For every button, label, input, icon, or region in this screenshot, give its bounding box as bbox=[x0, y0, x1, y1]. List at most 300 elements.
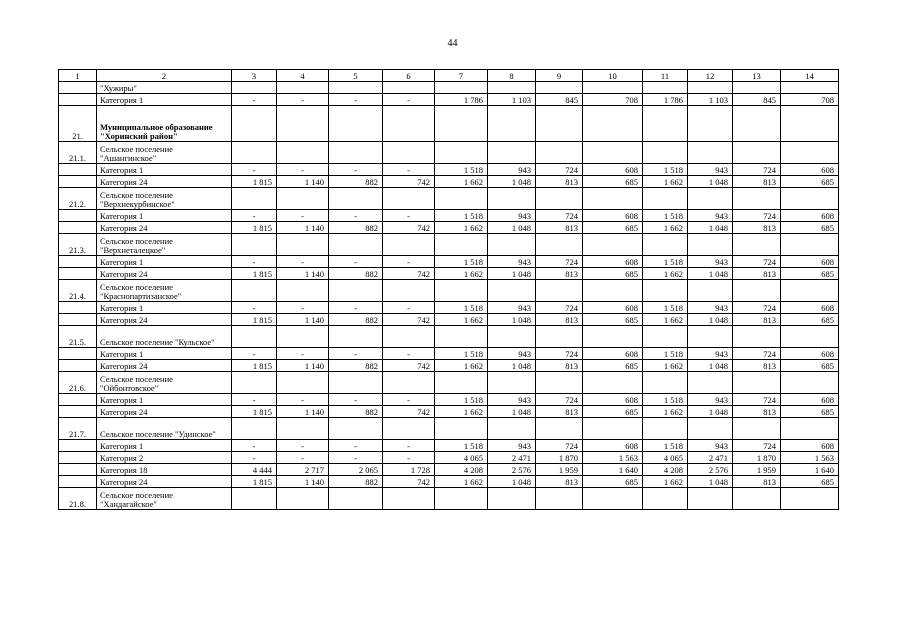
value-cell: 943 bbox=[688, 394, 733, 406]
value-cell: 882 bbox=[329, 360, 383, 372]
value-cell: 813 bbox=[536, 222, 583, 234]
value-cell: 2 576 bbox=[488, 464, 536, 476]
value-cell bbox=[383, 418, 435, 440]
table-row bbox=[59, 488, 839, 510]
value-cell bbox=[383, 106, 435, 142]
value-cell bbox=[583, 372, 643, 394]
value-cell bbox=[383, 82, 435, 94]
column-header: 1 bbox=[59, 70, 97, 82]
value-cell: 1 518 bbox=[435, 164, 488, 176]
row-number bbox=[59, 440, 97, 452]
value-cell: 724 bbox=[733, 348, 781, 360]
value-cell bbox=[435, 82, 488, 94]
value-cell: 1 103 bbox=[688, 94, 733, 106]
value-cell: 685 bbox=[781, 268, 839, 280]
row-number bbox=[59, 268, 97, 280]
value-cell bbox=[232, 188, 277, 210]
value-cell: 1 103 bbox=[488, 94, 536, 106]
table-row bbox=[59, 372, 839, 394]
value-cell bbox=[329, 418, 383, 440]
value-cell bbox=[277, 372, 329, 394]
value-cell: 1 048 bbox=[688, 268, 733, 280]
table-row bbox=[59, 452, 839, 464]
value-cell bbox=[383, 488, 435, 510]
value-cell bbox=[781, 142, 839, 164]
value-cell: - bbox=[329, 256, 383, 268]
row-number bbox=[59, 394, 97, 406]
value-cell: 608 bbox=[583, 302, 643, 314]
value-cell bbox=[781, 372, 839, 394]
row-number bbox=[59, 452, 97, 464]
row-label: Категория 18 bbox=[97, 464, 232, 476]
table-row bbox=[59, 176, 839, 188]
table-row bbox=[59, 394, 839, 406]
value-cell bbox=[435, 280, 488, 302]
value-cell bbox=[536, 234, 583, 256]
row-number: 21.1. bbox=[59, 142, 97, 164]
value-cell: 1 048 bbox=[688, 360, 733, 372]
value-cell: - bbox=[277, 348, 329, 360]
value-cell: 2 065 bbox=[329, 464, 383, 476]
value-cell: 708 bbox=[781, 94, 839, 106]
value-cell bbox=[733, 82, 781, 94]
value-cell bbox=[536, 326, 583, 348]
value-cell: 813 bbox=[733, 314, 781, 326]
value-cell bbox=[536, 106, 583, 142]
row-label: Категория 1 bbox=[97, 348, 232, 360]
value-cell bbox=[277, 82, 329, 94]
page-number: 44 bbox=[447, 38, 458, 49]
value-cell bbox=[488, 372, 536, 394]
value-cell bbox=[733, 326, 781, 348]
row-number bbox=[59, 176, 97, 188]
row-number: 21. bbox=[59, 106, 97, 142]
value-cell bbox=[383, 234, 435, 256]
value-cell: 1 815 bbox=[232, 176, 277, 188]
column-header: 6 bbox=[383, 70, 435, 82]
value-cell: 724 bbox=[536, 256, 583, 268]
value-cell bbox=[383, 326, 435, 348]
row-label: Сельское поселение "Кульское" bbox=[97, 326, 232, 348]
value-cell bbox=[277, 106, 329, 142]
value-cell: 1 048 bbox=[688, 406, 733, 418]
value-cell: 1 140 bbox=[277, 314, 329, 326]
value-cell: 2 471 bbox=[688, 452, 733, 464]
value-cell: 1 140 bbox=[277, 268, 329, 280]
value-cell bbox=[781, 234, 839, 256]
value-cell: 813 bbox=[733, 268, 781, 280]
value-cell: 4 065 bbox=[643, 452, 688, 464]
value-cell bbox=[435, 488, 488, 510]
value-cell bbox=[643, 82, 688, 94]
value-cell bbox=[583, 188, 643, 210]
value-cell bbox=[232, 106, 277, 142]
value-cell: - bbox=[232, 394, 277, 406]
value-cell: 685 bbox=[583, 476, 643, 488]
value-cell: 608 bbox=[781, 302, 839, 314]
table-row bbox=[59, 164, 839, 176]
value-cell bbox=[435, 188, 488, 210]
row-label: Категория 1 bbox=[97, 210, 232, 222]
value-cell: 742 bbox=[383, 406, 435, 418]
value-cell bbox=[329, 326, 383, 348]
value-cell bbox=[688, 142, 733, 164]
value-cell bbox=[488, 142, 536, 164]
value-cell: 1 662 bbox=[435, 268, 488, 280]
value-cell: 882 bbox=[329, 222, 383, 234]
value-cell: 1 518 bbox=[435, 440, 488, 452]
value-cell: 742 bbox=[383, 176, 435, 188]
value-cell: 1 662 bbox=[643, 176, 688, 188]
value-cell bbox=[329, 488, 383, 510]
row-number bbox=[59, 464, 97, 476]
value-cell bbox=[583, 234, 643, 256]
value-cell bbox=[232, 234, 277, 256]
value-cell: - bbox=[383, 302, 435, 314]
value-cell: 845 bbox=[733, 94, 781, 106]
value-cell: 1 048 bbox=[688, 314, 733, 326]
table-row bbox=[59, 210, 839, 222]
value-cell bbox=[488, 280, 536, 302]
column-header: 10 bbox=[583, 70, 643, 82]
column-header: 4 bbox=[277, 70, 329, 82]
value-cell: 1 815 bbox=[232, 360, 277, 372]
column-header: 5 bbox=[329, 70, 383, 82]
value-cell: 1 959 bbox=[733, 464, 781, 476]
table-row bbox=[59, 142, 839, 164]
column-header: 7 bbox=[435, 70, 488, 82]
value-cell: 685 bbox=[583, 360, 643, 372]
value-cell bbox=[488, 488, 536, 510]
value-cell: 1 662 bbox=[435, 360, 488, 372]
value-cell: - bbox=[383, 452, 435, 464]
row-number bbox=[59, 476, 97, 488]
value-cell bbox=[277, 326, 329, 348]
value-cell: 608 bbox=[781, 440, 839, 452]
value-cell: 685 bbox=[781, 222, 839, 234]
value-cell: 943 bbox=[488, 256, 536, 268]
row-label: Сельское поселение "Верхнеталецкое" bbox=[97, 234, 232, 256]
column-header: 8 bbox=[488, 70, 536, 82]
value-cell: 1 518 bbox=[435, 256, 488, 268]
value-cell: 685 bbox=[583, 222, 643, 234]
table-row bbox=[59, 476, 839, 488]
value-cell: 608 bbox=[781, 394, 839, 406]
row-number bbox=[59, 210, 97, 222]
value-cell: 685 bbox=[781, 314, 839, 326]
value-cell: 1 563 bbox=[583, 452, 643, 464]
value-cell: 943 bbox=[688, 210, 733, 222]
value-cell bbox=[688, 372, 733, 394]
value-cell bbox=[488, 326, 536, 348]
value-cell bbox=[583, 280, 643, 302]
value-cell: - bbox=[232, 256, 277, 268]
value-cell bbox=[435, 106, 488, 142]
value-cell bbox=[536, 142, 583, 164]
value-cell: 1 518 bbox=[435, 210, 488, 222]
table-row bbox=[59, 82, 839, 94]
value-cell bbox=[781, 280, 839, 302]
row-label: Категория 24 bbox=[97, 314, 232, 326]
value-cell bbox=[536, 280, 583, 302]
value-cell bbox=[488, 106, 536, 142]
value-cell: 943 bbox=[488, 210, 536, 222]
value-cell: 813 bbox=[536, 406, 583, 418]
value-cell: 943 bbox=[688, 164, 733, 176]
value-cell bbox=[688, 326, 733, 348]
value-cell: 4 444 bbox=[232, 464, 277, 476]
value-cell: 1 662 bbox=[435, 176, 488, 188]
column-header: 11 bbox=[643, 70, 688, 82]
row-number bbox=[59, 222, 97, 234]
value-cell bbox=[329, 372, 383, 394]
value-cell bbox=[583, 418, 643, 440]
table-row bbox=[59, 234, 839, 256]
value-cell: 724 bbox=[733, 394, 781, 406]
value-cell bbox=[488, 418, 536, 440]
value-cell bbox=[435, 234, 488, 256]
value-cell bbox=[277, 234, 329, 256]
value-cell: 724 bbox=[536, 164, 583, 176]
value-cell: 813 bbox=[536, 268, 583, 280]
value-cell bbox=[383, 280, 435, 302]
value-cell: 742 bbox=[383, 476, 435, 488]
value-cell bbox=[781, 82, 839, 94]
value-cell: 724 bbox=[536, 394, 583, 406]
row-label: Сельское поселение "Ашангинское" bbox=[97, 142, 232, 164]
value-cell bbox=[277, 488, 329, 510]
value-cell bbox=[329, 142, 383, 164]
column-header: 13 bbox=[733, 70, 781, 82]
value-cell bbox=[383, 142, 435, 164]
row-number: 21.7. bbox=[59, 418, 97, 440]
row-number: 21.6. bbox=[59, 372, 97, 394]
value-cell: 1 662 bbox=[643, 360, 688, 372]
value-cell bbox=[488, 82, 536, 94]
value-cell: 724 bbox=[733, 164, 781, 176]
value-cell: - bbox=[277, 210, 329, 222]
value-cell: 608 bbox=[583, 440, 643, 452]
value-cell: 943 bbox=[488, 348, 536, 360]
value-cell: 813 bbox=[536, 476, 583, 488]
value-cell: 813 bbox=[536, 176, 583, 188]
table-row bbox=[59, 440, 839, 452]
value-cell: - bbox=[277, 394, 329, 406]
value-cell: 943 bbox=[488, 164, 536, 176]
value-cell bbox=[583, 106, 643, 142]
value-cell: 1 518 bbox=[643, 440, 688, 452]
value-cell: 1 815 bbox=[232, 222, 277, 234]
value-cell: 724 bbox=[733, 210, 781, 222]
table-row bbox=[59, 94, 839, 106]
value-cell: 943 bbox=[688, 256, 733, 268]
value-cell: 1 518 bbox=[643, 210, 688, 222]
value-cell: 724 bbox=[733, 302, 781, 314]
value-cell bbox=[488, 188, 536, 210]
row-label: Сельское поселение "Ойбонтовское" bbox=[97, 372, 232, 394]
value-cell bbox=[781, 326, 839, 348]
value-cell bbox=[583, 326, 643, 348]
value-cell bbox=[232, 142, 277, 164]
value-cell bbox=[643, 280, 688, 302]
value-cell: 4 065 bbox=[435, 452, 488, 464]
table-row bbox=[59, 302, 839, 314]
value-cell: 685 bbox=[781, 406, 839, 418]
value-cell: 1 786 bbox=[643, 94, 688, 106]
value-cell: - bbox=[232, 452, 277, 464]
column-header: 9 bbox=[536, 70, 583, 82]
value-cell bbox=[733, 280, 781, 302]
value-cell: - bbox=[383, 164, 435, 176]
value-cell: 685 bbox=[583, 314, 643, 326]
value-cell bbox=[277, 280, 329, 302]
value-cell: 1 518 bbox=[435, 348, 488, 360]
row-number bbox=[59, 314, 97, 326]
value-cell: 1 662 bbox=[643, 268, 688, 280]
value-cell bbox=[488, 234, 536, 256]
value-cell: 742 bbox=[383, 314, 435, 326]
value-cell: 1 815 bbox=[232, 268, 277, 280]
table-row bbox=[59, 348, 839, 360]
value-cell bbox=[232, 82, 277, 94]
value-cell bbox=[536, 188, 583, 210]
value-cell: 742 bbox=[383, 360, 435, 372]
value-cell: 724 bbox=[536, 302, 583, 314]
value-cell: 608 bbox=[583, 394, 643, 406]
value-cell bbox=[781, 488, 839, 510]
value-cell: 943 bbox=[688, 302, 733, 314]
table-row bbox=[59, 314, 839, 326]
value-cell bbox=[232, 418, 277, 440]
value-cell: 882 bbox=[329, 268, 383, 280]
value-cell: 943 bbox=[488, 440, 536, 452]
value-cell: 2 717 bbox=[277, 464, 329, 476]
value-cell: 1 048 bbox=[488, 406, 536, 418]
value-cell: 4 208 bbox=[643, 464, 688, 476]
value-cell: 1 563 bbox=[781, 452, 839, 464]
value-cell: 724 bbox=[536, 348, 583, 360]
value-cell: - bbox=[329, 394, 383, 406]
value-cell: - bbox=[232, 348, 277, 360]
value-cell bbox=[583, 142, 643, 164]
value-cell: 1 662 bbox=[435, 222, 488, 234]
value-cell bbox=[435, 372, 488, 394]
row-label: Категория 24 bbox=[97, 360, 232, 372]
value-cell: 724 bbox=[536, 210, 583, 222]
value-cell bbox=[643, 372, 688, 394]
value-cell: - bbox=[277, 440, 329, 452]
value-cell: 1 048 bbox=[488, 360, 536, 372]
value-cell: 1 662 bbox=[435, 314, 488, 326]
row-number: 21.3. bbox=[59, 234, 97, 256]
value-cell: - bbox=[277, 302, 329, 314]
value-cell bbox=[733, 372, 781, 394]
value-cell bbox=[435, 142, 488, 164]
value-cell: - bbox=[383, 440, 435, 452]
value-cell: 724 bbox=[733, 440, 781, 452]
value-cell: 1 662 bbox=[643, 222, 688, 234]
value-cell: 685 bbox=[583, 176, 643, 188]
value-cell bbox=[643, 106, 688, 142]
table-row bbox=[59, 418, 839, 440]
value-cell bbox=[383, 188, 435, 210]
value-cell bbox=[688, 188, 733, 210]
value-cell: 845 bbox=[536, 94, 583, 106]
value-cell: - bbox=[232, 210, 277, 222]
value-cell: - bbox=[383, 94, 435, 106]
value-cell: 1 048 bbox=[688, 222, 733, 234]
value-cell: 1 518 bbox=[643, 302, 688, 314]
value-cell bbox=[688, 418, 733, 440]
value-cell: 1 518 bbox=[435, 302, 488, 314]
value-cell bbox=[329, 82, 383, 94]
value-cell: 1 870 bbox=[536, 452, 583, 464]
value-cell: - bbox=[329, 440, 383, 452]
value-cell: 813 bbox=[733, 406, 781, 418]
value-cell: 608 bbox=[583, 256, 643, 268]
row-label: Категория 1 bbox=[97, 94, 232, 106]
column-header: 12 bbox=[688, 70, 733, 82]
value-cell bbox=[329, 106, 383, 142]
value-cell: 685 bbox=[583, 268, 643, 280]
value-cell: 882 bbox=[329, 476, 383, 488]
value-cell: 1 140 bbox=[277, 406, 329, 418]
value-cell bbox=[643, 488, 688, 510]
value-cell bbox=[277, 418, 329, 440]
row-number bbox=[59, 406, 97, 418]
value-cell bbox=[781, 106, 839, 142]
value-cell: 1 640 bbox=[583, 464, 643, 476]
value-cell bbox=[277, 188, 329, 210]
value-cell: 1 870 bbox=[733, 452, 781, 464]
value-cell: 724 bbox=[536, 440, 583, 452]
value-cell: 1 662 bbox=[435, 406, 488, 418]
row-number bbox=[59, 256, 97, 268]
value-cell: 1 140 bbox=[277, 360, 329, 372]
value-cell bbox=[643, 418, 688, 440]
value-cell: 1 786 bbox=[435, 94, 488, 106]
value-cell: 608 bbox=[781, 210, 839, 222]
row-number: 21.4. bbox=[59, 280, 97, 302]
value-cell: - bbox=[232, 94, 277, 106]
value-cell: 2 471 bbox=[488, 452, 536, 464]
table-row bbox=[59, 256, 839, 268]
row-number: 21.2. bbox=[59, 188, 97, 210]
value-cell: 742 bbox=[383, 222, 435, 234]
value-cell bbox=[383, 372, 435, 394]
value-cell: 813 bbox=[536, 314, 583, 326]
table-row bbox=[59, 406, 839, 418]
tariff-table bbox=[58, 69, 839, 510]
value-cell: 943 bbox=[688, 348, 733, 360]
value-cell bbox=[688, 488, 733, 510]
value-cell: 608 bbox=[781, 256, 839, 268]
value-cell: - bbox=[383, 348, 435, 360]
value-cell: 608 bbox=[583, 348, 643, 360]
column-header: 14 bbox=[781, 70, 839, 82]
row-number: 21.8. bbox=[59, 488, 97, 510]
value-cell: - bbox=[329, 452, 383, 464]
value-cell bbox=[688, 280, 733, 302]
value-cell: 742 bbox=[383, 268, 435, 280]
table-row bbox=[59, 268, 839, 280]
value-cell: 882 bbox=[329, 314, 383, 326]
row-label: Категория 1 bbox=[97, 302, 232, 314]
value-cell: 813 bbox=[733, 222, 781, 234]
value-cell: 1 140 bbox=[277, 176, 329, 188]
value-cell bbox=[643, 326, 688, 348]
value-cell bbox=[435, 326, 488, 348]
